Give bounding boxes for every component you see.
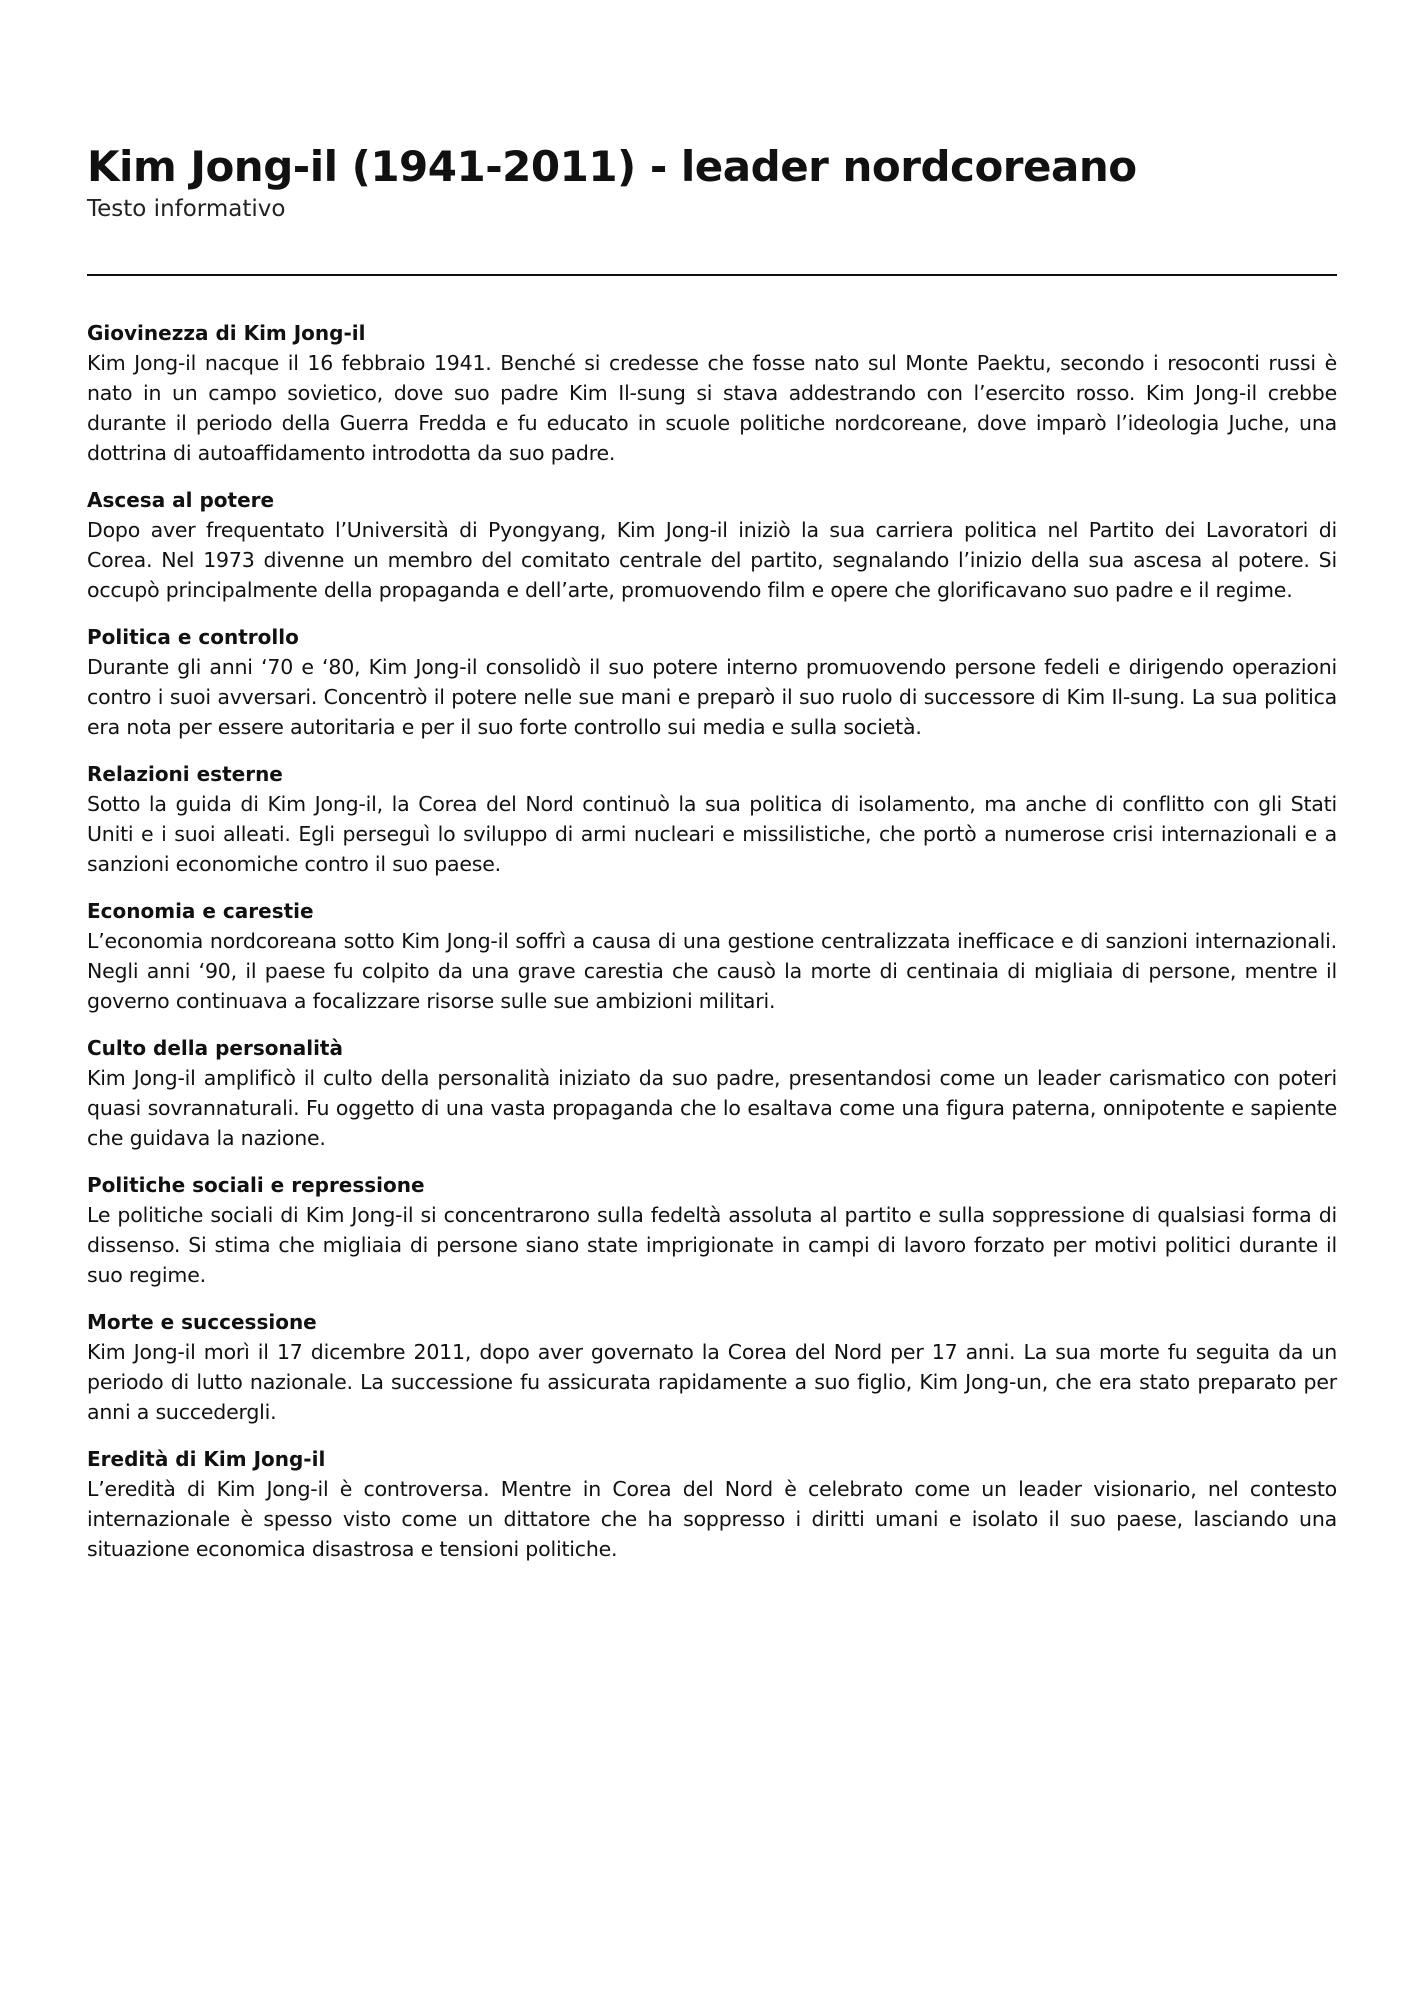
section-body: Dopo aver frequentato l’Università di Pyongyang, Kim Jong-il iniziò la sua carriera politica nel Partito dei Lavoratori di Corea. Nel 1973 divenne un membro del comitato centrale del partito, segnalando l’inizio della sua ascesa al potere. Si occupò principalmente della propaganda e dell’arte, promuovendo film e opere che glorificavano suo padre e il regime. — [87, 518, 1337, 602]
section-body: Le politiche sociali di Kim Jong-il si concentrarono sulla fedeltà assoluta al partito e sulla soppressione di qualsiasi forma di dissenso. Si stima che migliaia di persone siano state imprigionate in campi di lavoro forzato per motivi politici durante il suo regime. — [87, 1203, 1337, 1287]
section-morte — [87, 1307, 1337, 1427]
section-politica — [87, 622, 1337, 742]
section-repressione — [87, 1170, 1337, 1290]
section-body: Sotto la guida di Kim Jong-il, la Corea del Nord continuò la sua politica di isolamento, ma anche di conflitto con gli Stati Uniti e i suoi alleati. Egli perseguì lo sviluppo di armi nucleari e missilistiche, che portò a numerose crisi internazionali e a sanzioni economiche contro il suo paese. — [87, 792, 1337, 876]
section-body: Kim Jong-il amplificò il culto della personalità iniziato da suo padre, presentandosi come un leader carismatico con poteri quasi sovrannaturali. Fu oggetto di una vasta propaganda che lo esaltava come una figura paterna, onnipotente e sapiente che guidava la nazione. — [87, 1066, 1337, 1150]
section-body: Kim Jong-il morì il 17 dicembre 2011, dopo aver governato la Corea del Nord per 17 anni. La sua morte fu seguita da un periodo di lutto nazionale. La successione fu assicurata rapidamente a suo figlio, Kim Jong-un, che era stato preparato per anni a succedergli. — [87, 1340, 1337, 1424]
section-relazioni — [87, 759, 1337, 879]
section-heading: Politica e controllo — [87, 625, 299, 649]
document-sections — [87, 318, 1337, 1564]
section-body: Kim Jong-il nacque il 16 febbraio 1941. Benché si credesse che fosse nato sul Monte Paektu, secondo i resoconti russi è nato in un campo sovietico, dove suo padre Kim Il-sung si stava addestrando con l’esercito rosso. Kim Jong-il crebbe durante il periodo della Guerra Fredda e fu educato in scuole politiche nordcoreane, dove imparò l’ideologia Juche, una dottrina di autoaffidamento introdotta da suo padre. — [87, 351, 1337, 465]
section-body: Durante gli anni ‘70 e ‘80, Kim Jong-il consolidò il suo potere interno promuovendo persone fedeli e dirigendo operazioni contro i suoi avversari. Concentrò il potere nelle sue mani e preparò il suo ruolo di successore di Kim Il-sung. La sua politica era nota per essere autoritaria e per il suo forte controllo sui media e sulla società. — [87, 655, 1337, 739]
section-ascesa — [87, 485, 1337, 605]
section-heading: Relazioni esterne — [87, 762, 283, 786]
document-page — [87, 142, 1337, 1581]
section-giovinezza — [87, 318, 1337, 468]
document-title: Kim Jong-il (1941-2011) - leader nordcoreano — [87, 142, 1137, 191]
section-body: L’economia nordcoreana sotto Kim Jong-il soffrì a causa di una gestione centralizzata inefficace e di sanzioni internazionali. Negli anni ‘90, il paese fu colpito da una grave carestia che causò la morte di centinaia di migliaia di persone, mentre il governo continuava a focalizzare risorse sulle sue ambizioni militari. — [87, 929, 1337, 1013]
section-heading: Eredità di Kim Jong-il — [87, 1447, 326, 1471]
section-body: L’eredità di Kim Jong-il è controversa. Mentre in Corea del Nord è celebrato come un leader visionario, nel contesto internazionale è spesso visto come un dittatore che ha soppresso i diritti umani e isolato il suo paese, lasciando una situazione economica disastrosa e tensioni politiche. — [87, 1477, 1337, 1561]
section-culto — [87, 1033, 1337, 1153]
section-eredita — [87, 1444, 1337, 1564]
section-heading: Culto della personalità — [87, 1036, 343, 1060]
title-divider — [87, 274, 1337, 276]
section-heading: Giovinezza di Kim Jong-il — [87, 321, 366, 345]
section-heading: Morte e successione — [87, 1310, 317, 1334]
section-heading: Ascesa al potere — [87, 488, 275, 512]
section-heading: Politiche sociali e repressione — [87, 1173, 425, 1197]
document-subtitle: Testo informativo — [87, 196, 286, 222]
section-heading: Economia e carestie — [87, 899, 314, 923]
section-economia — [87, 896, 1337, 1016]
